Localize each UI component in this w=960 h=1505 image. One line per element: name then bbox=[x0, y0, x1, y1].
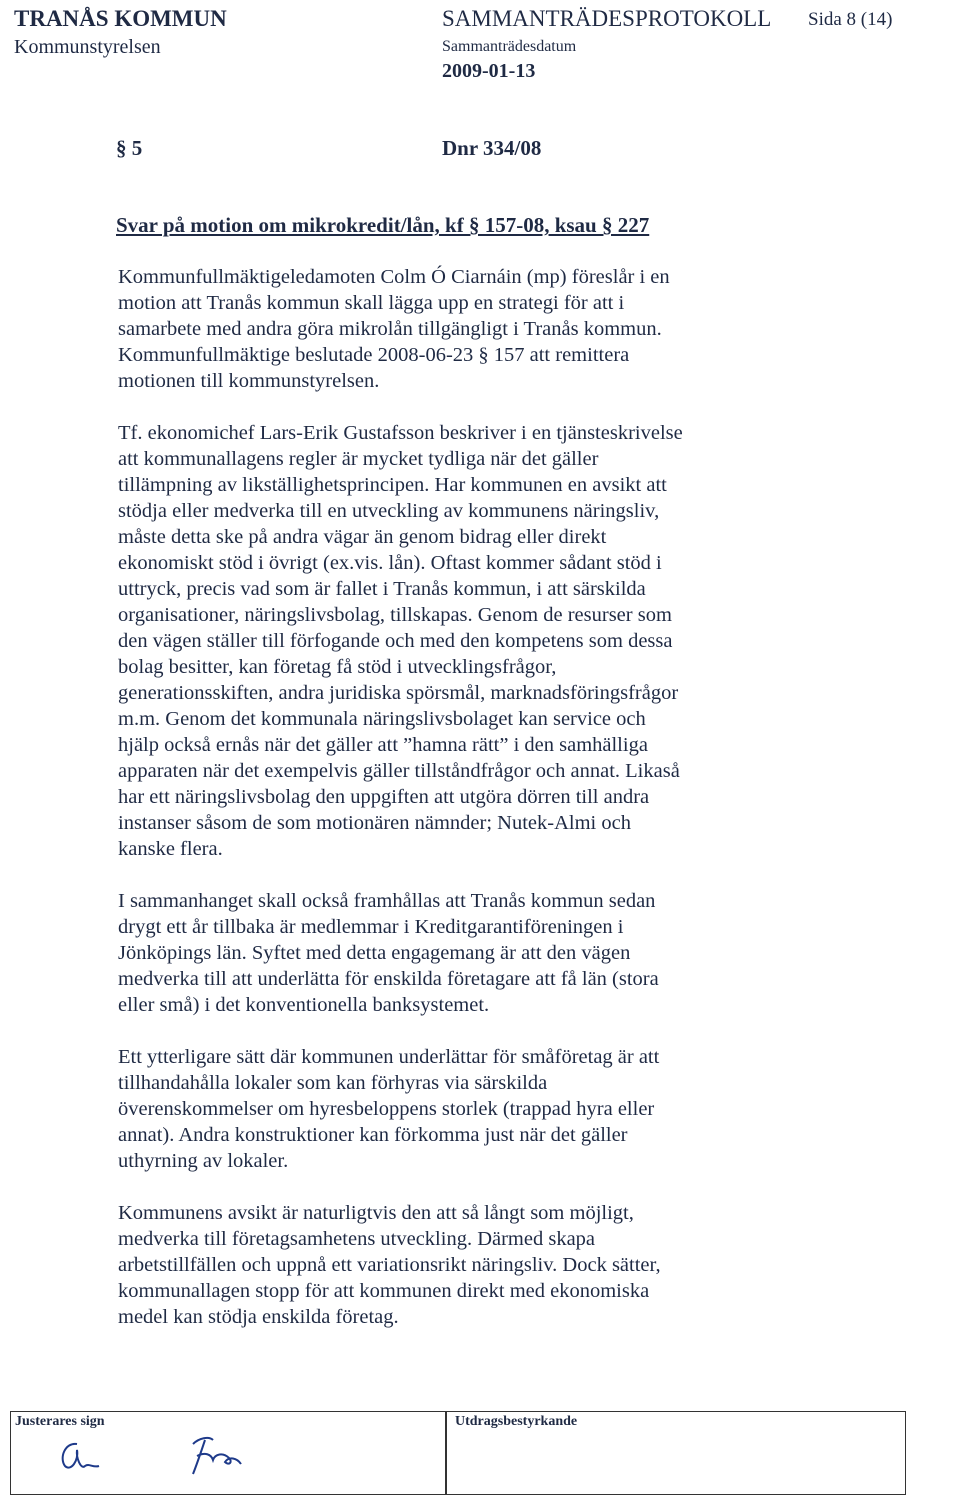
text-line: motionen till kommunstyrelsen. bbox=[118, 370, 380, 392]
text-line: apparaten när det exempelvis gäller tillståndfrågor och annat. Likaså bbox=[118, 760, 680, 782]
text-line: Ett ytterligare sätt där kommunen underlättar för småföretag är att bbox=[118, 1046, 660, 1068]
text-line: att kommunallagens regler är mycket tydliga när det gäller bbox=[118, 448, 599, 470]
certification-label: Utdragsbestyrkande bbox=[455, 1414, 578, 1429]
text-line: medverka till företagsamhetens utveckling. Därmed skapa bbox=[118, 1228, 596, 1250]
case-number: Dnr 334/08 bbox=[442, 136, 542, 160]
document-body bbox=[118, 264, 808, 1356]
text-line: instanser såsom de som motionären nämnder; Nutek-Almi och bbox=[118, 812, 631, 834]
text-line: överenskommelser om hyresbeloppens storlek (trappad hyra eller bbox=[118, 1098, 655, 1120]
text-line: Jönköpings län. Syftet med detta engagemang är att den vägen bbox=[118, 942, 631, 964]
text-line: uttryck, precis vad som är fallet i Tranås kommun, i att särskilda bbox=[118, 578, 646, 600]
text-line: m.m. Genom det kommunala näringslivsbolaget kan service och bbox=[118, 708, 646, 730]
paragraph bbox=[118, 1200, 808, 1330]
department-name: Kommunstyrelsen bbox=[14, 36, 161, 58]
text-line: Tf. ekonomichef Lars-Erik Gustafsson beskriver i en tjänsteskrivelse bbox=[118, 422, 683, 444]
signature-initials-2 bbox=[183, 1430, 253, 1480]
page-number: Sida 8 (14) bbox=[808, 9, 893, 30]
section-heading: Svar på motion om mikrokredit/lån, kf § 157-08, ksau § 227 bbox=[116, 213, 650, 237]
paragraph bbox=[118, 1044, 808, 1174]
text-line: Kommunens avsikt är naturligtvis den att så långt som möjligt, bbox=[118, 1202, 634, 1224]
date-label: Sammanträdesdatum bbox=[442, 38, 577, 55]
text-line: medverka till att underlätta för enskilda företagare att få län (stora bbox=[118, 968, 659, 990]
text-line: hjälp också ernås när det gäller att ”hamna rätt” i den samhälliga bbox=[118, 734, 648, 756]
text-line: medel kan stödja enskilda företag. bbox=[118, 1306, 399, 1328]
text-line: samarbete med andra göra mikrolån tillgängligt i Tranås kommun. bbox=[118, 318, 662, 340]
text-line: stödja eller medverka till en utveckling av kommunens näringsliv, bbox=[118, 500, 660, 522]
signature-box bbox=[10, 1411, 906, 1495]
organization-name: TRANÅS KOMMUN bbox=[14, 6, 227, 31]
text-line: drygt ett år tillbaka är medlemmar i Kreditgarantiföreningen i bbox=[118, 916, 624, 938]
text-line: ekonomiskt stöd i övrigt (ex.vis. lån). Oftast kommer sådant stöd i bbox=[118, 552, 662, 574]
text-line: kanske flera. bbox=[118, 838, 223, 860]
text-line: har ett näringslivsbolag den uppgiften att utgöra dörren till andra bbox=[118, 786, 650, 808]
document-title: SAMMANTRÄDESPROTOKOLL bbox=[442, 6, 772, 31]
text-line: tillhandahålla lokaler som kan förhyras via särskilda bbox=[118, 1072, 548, 1094]
text-line: motion att Tranås kommun skall lägga upp en strategi för att i bbox=[118, 292, 625, 314]
text-line: generationsskiften, andra juridiska spörsmål, marknadsföringsfrågor bbox=[118, 682, 679, 704]
text-line: organisationer, näringslivsbolag, tillskapas. Genom de resurser som bbox=[118, 604, 672, 626]
text-line: den vägen ställer till förfogande och med den kompetens som dessa bbox=[118, 630, 673, 652]
text-line: kommunallagen stopp för att kommunen direkt med ekonomiska bbox=[118, 1280, 650, 1302]
meeting-date: 2009-01-13 bbox=[442, 60, 536, 82]
paragraph bbox=[118, 264, 808, 394]
text-line: arbetstillfällen och uppnå ett variationsrikt näringsliv. Dock sätter, bbox=[118, 1254, 661, 1276]
section-number: § 5 bbox=[116, 136, 143, 160]
text-line: Kommunfullmäktigeledamoten Colm Ó Ciarnáin (mp) föreslår i en bbox=[118, 266, 670, 288]
text-line: I sammanhanget skall också framhållas att Tranås kommun sedan bbox=[118, 890, 656, 912]
text-line: uthyrning av lokaler. bbox=[118, 1150, 289, 1172]
text-line: bolag besitter, kan företag få stöd i utvecklingsfrågor, bbox=[118, 656, 557, 678]
signature-label: Justerares sign bbox=[15, 1414, 105, 1429]
text-line: annat). Andra konstruktioner kan förkomma just när det gäller bbox=[118, 1124, 628, 1146]
paragraph bbox=[118, 420, 808, 862]
text-line: tillämpning av likställighetsprincipen. Har kommunen en avsikt att bbox=[118, 474, 667, 496]
paragraph bbox=[118, 888, 808, 1018]
text-line: eller små) i det konventionella banksystemet. bbox=[118, 994, 490, 1016]
signature-initials-1 bbox=[55, 1436, 105, 1476]
text-line: Kommunfullmäktige beslutade 2008-06-23 § 157 att remittera bbox=[118, 344, 630, 366]
text-line: måste detta ske på andra vägar än genom bidrag eller direkt bbox=[118, 526, 607, 548]
signature-divider bbox=[445, 1412, 447, 1494]
